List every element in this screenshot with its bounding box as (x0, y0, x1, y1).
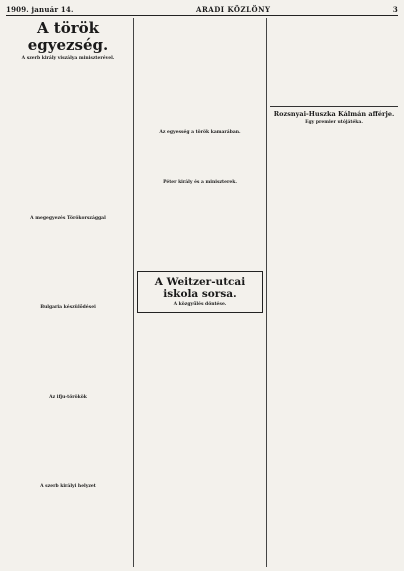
boxed-article (137, 271, 263, 313)
article-body (6, 492, 130, 568)
article-body (137, 18, 263, 128)
section-heading: A szerb királyi helyzet (40, 484, 96, 489)
masthead (6, 3, 398, 16)
newspaper-title: ARADI KÖZLÖNY (196, 4, 271, 14)
article-body (137, 187, 263, 267)
column-2 (137, 18, 263, 567)
main-headline: A török egyezség. (27, 19, 109, 54)
article-body (6, 64, 130, 214)
column-rule (266, 18, 267, 567)
article-body (270, 248, 398, 498)
section-heading: A megegyezés Törökországgal (30, 215, 106, 221)
boxed-subheadline: A közgyűlés döntése. (173, 302, 227, 307)
section-subheadline: Egy premier utójátéka. (305, 120, 363, 125)
page-number: 3 (392, 4, 398, 14)
article-body (270, 128, 398, 248)
section-heading: Péter király és a miniszterek. (163, 179, 237, 185)
article-body (137, 317, 263, 467)
section-divider (270, 106, 398, 107)
column-3 (270, 18, 398, 567)
column-1 (6, 18, 130, 567)
section-headline: Rozsnyai-Huszka Kálmán afférje. (273, 110, 395, 118)
main-subheadline: A szerb király viszálya miniszterével. (21, 56, 115, 61)
article-body (270, 18, 398, 103)
issue-date: 1909. január 14. (6, 4, 74, 14)
section-heading: Az egyesség a török kamarában. (159, 130, 241, 135)
section-heading: Az ifju-törökök (49, 394, 87, 400)
article-body (6, 402, 130, 482)
boxed-headline: A Weitzer-utcai iskola sorsa. (154, 276, 246, 300)
article-body (6, 313, 130, 393)
column-rule (133, 18, 134, 567)
article-body (137, 138, 263, 178)
section-heading: Bulgaria készülődései (40, 305, 96, 310)
article-body (6, 223, 130, 303)
